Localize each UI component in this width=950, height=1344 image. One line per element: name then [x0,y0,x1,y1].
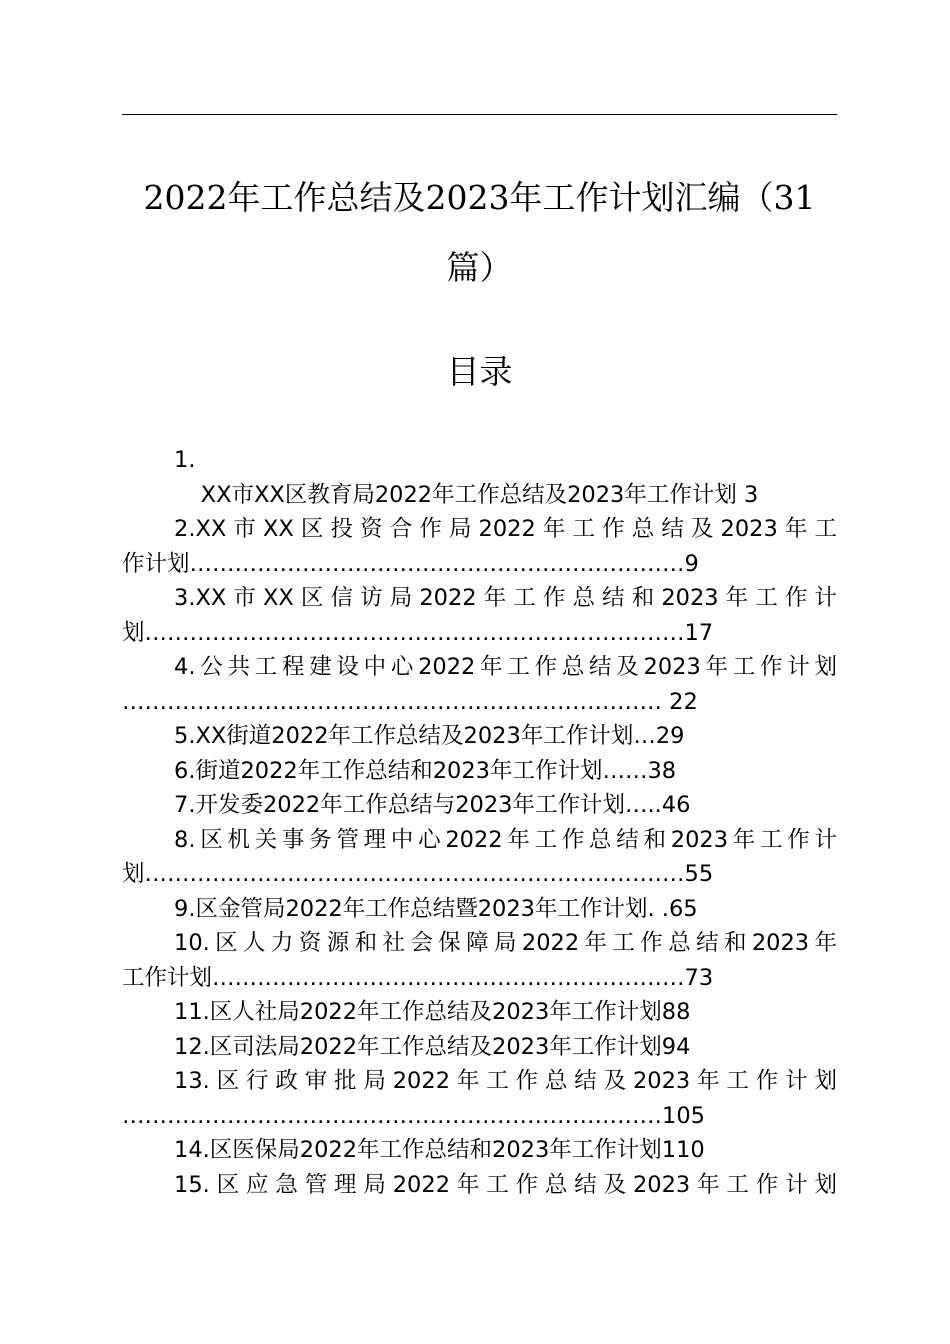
toc-entry-9[interactable]: 9.区金管局2022年工作总结暨2023年工作计划. .65 [174,895,698,922]
toc-entry-11[interactable]: 11.区人社局2022年工作总结及2023年工作计划88 [174,999,691,1025]
toc-entry-15[interactable]: 15.区应急管理局2022年工作总结及2023年工作计划 [174,1171,837,1198]
toc-heading: 目录 [446,352,513,391]
toc-entry-2-line-1[interactable]: 2.XX市XX区投资合作局2022年工作总结及2023年工 [174,516,837,542]
toc-entry-6[interactable]: 6.街道2022年工作总结和2023年工作计划……38 [174,757,677,784]
table-of-contents [122,443,837,1202]
toc-entry-1-line-1[interactable]: 1. [174,447,196,473]
toc-entry-4-line-2[interactable]: ……………………………………………………………… 22 [122,688,698,715]
toc-entry-7[interactable]: 7.开发委2022年工作总结与2023年工作计划…..46 [174,792,691,818]
document-title-line-2: 篇） [446,248,513,287]
toc-entry-12[interactable]: 12.区司法局2022年工作总结及2023年工作计划94 [174,1033,691,1060]
toc-entry-14[interactable]: 14.区医保局2022年工作总结和2023年工作计划110 [174,1137,705,1163]
toc-entry-10-line-1[interactable]: 10.区人力资源和社会保障局2022年工作总结和2023年 [174,930,837,956]
toc-entry-13-line-2[interactable]: ………………………………………………………………105 [122,1102,705,1129]
toc-entry-8-line-2[interactable]: 划………………………………………………………………55 [122,861,714,887]
document-title-line-1: 2022年工作总结及2023年工作计划汇编（31 [143,178,816,217]
toc-entry-2-line-2[interactable]: 作计划…………………………………………………………9 [122,550,699,577]
toc-entry-4-line-1[interactable]: 4.公共工程建设中心2022年工作总结及2023年工作计划 [174,654,837,680]
header-rule [122,114,837,115]
toc-entry-3-line-2[interactable]: 划………………………………………………………………17 [122,619,714,646]
toc-entry-8-line-1[interactable]: 8.区机关事务管理中心2022年工作总结和2023年工作计 [174,826,837,853]
toc-entry-10-line-2[interactable]: 工作计划………………………………………………………73 [122,964,714,991]
toc-entry-1-line-2[interactable]: XX市XX区教育局2022年工作总结及2023年工作计划 3 [200,481,759,508]
toc-entry-3-line-1[interactable]: 3.XX市XX区信访局2022年工作总结和2023年工作计 [174,585,837,611]
toc-entry-13-line-1[interactable]: 13.区行政审批局2022年工作总结及2023年工作计划 [174,1068,837,1094]
toc-entry-5[interactable]: 5.XX街道2022年工作总结及2023年工作计划…29 [174,723,685,749]
